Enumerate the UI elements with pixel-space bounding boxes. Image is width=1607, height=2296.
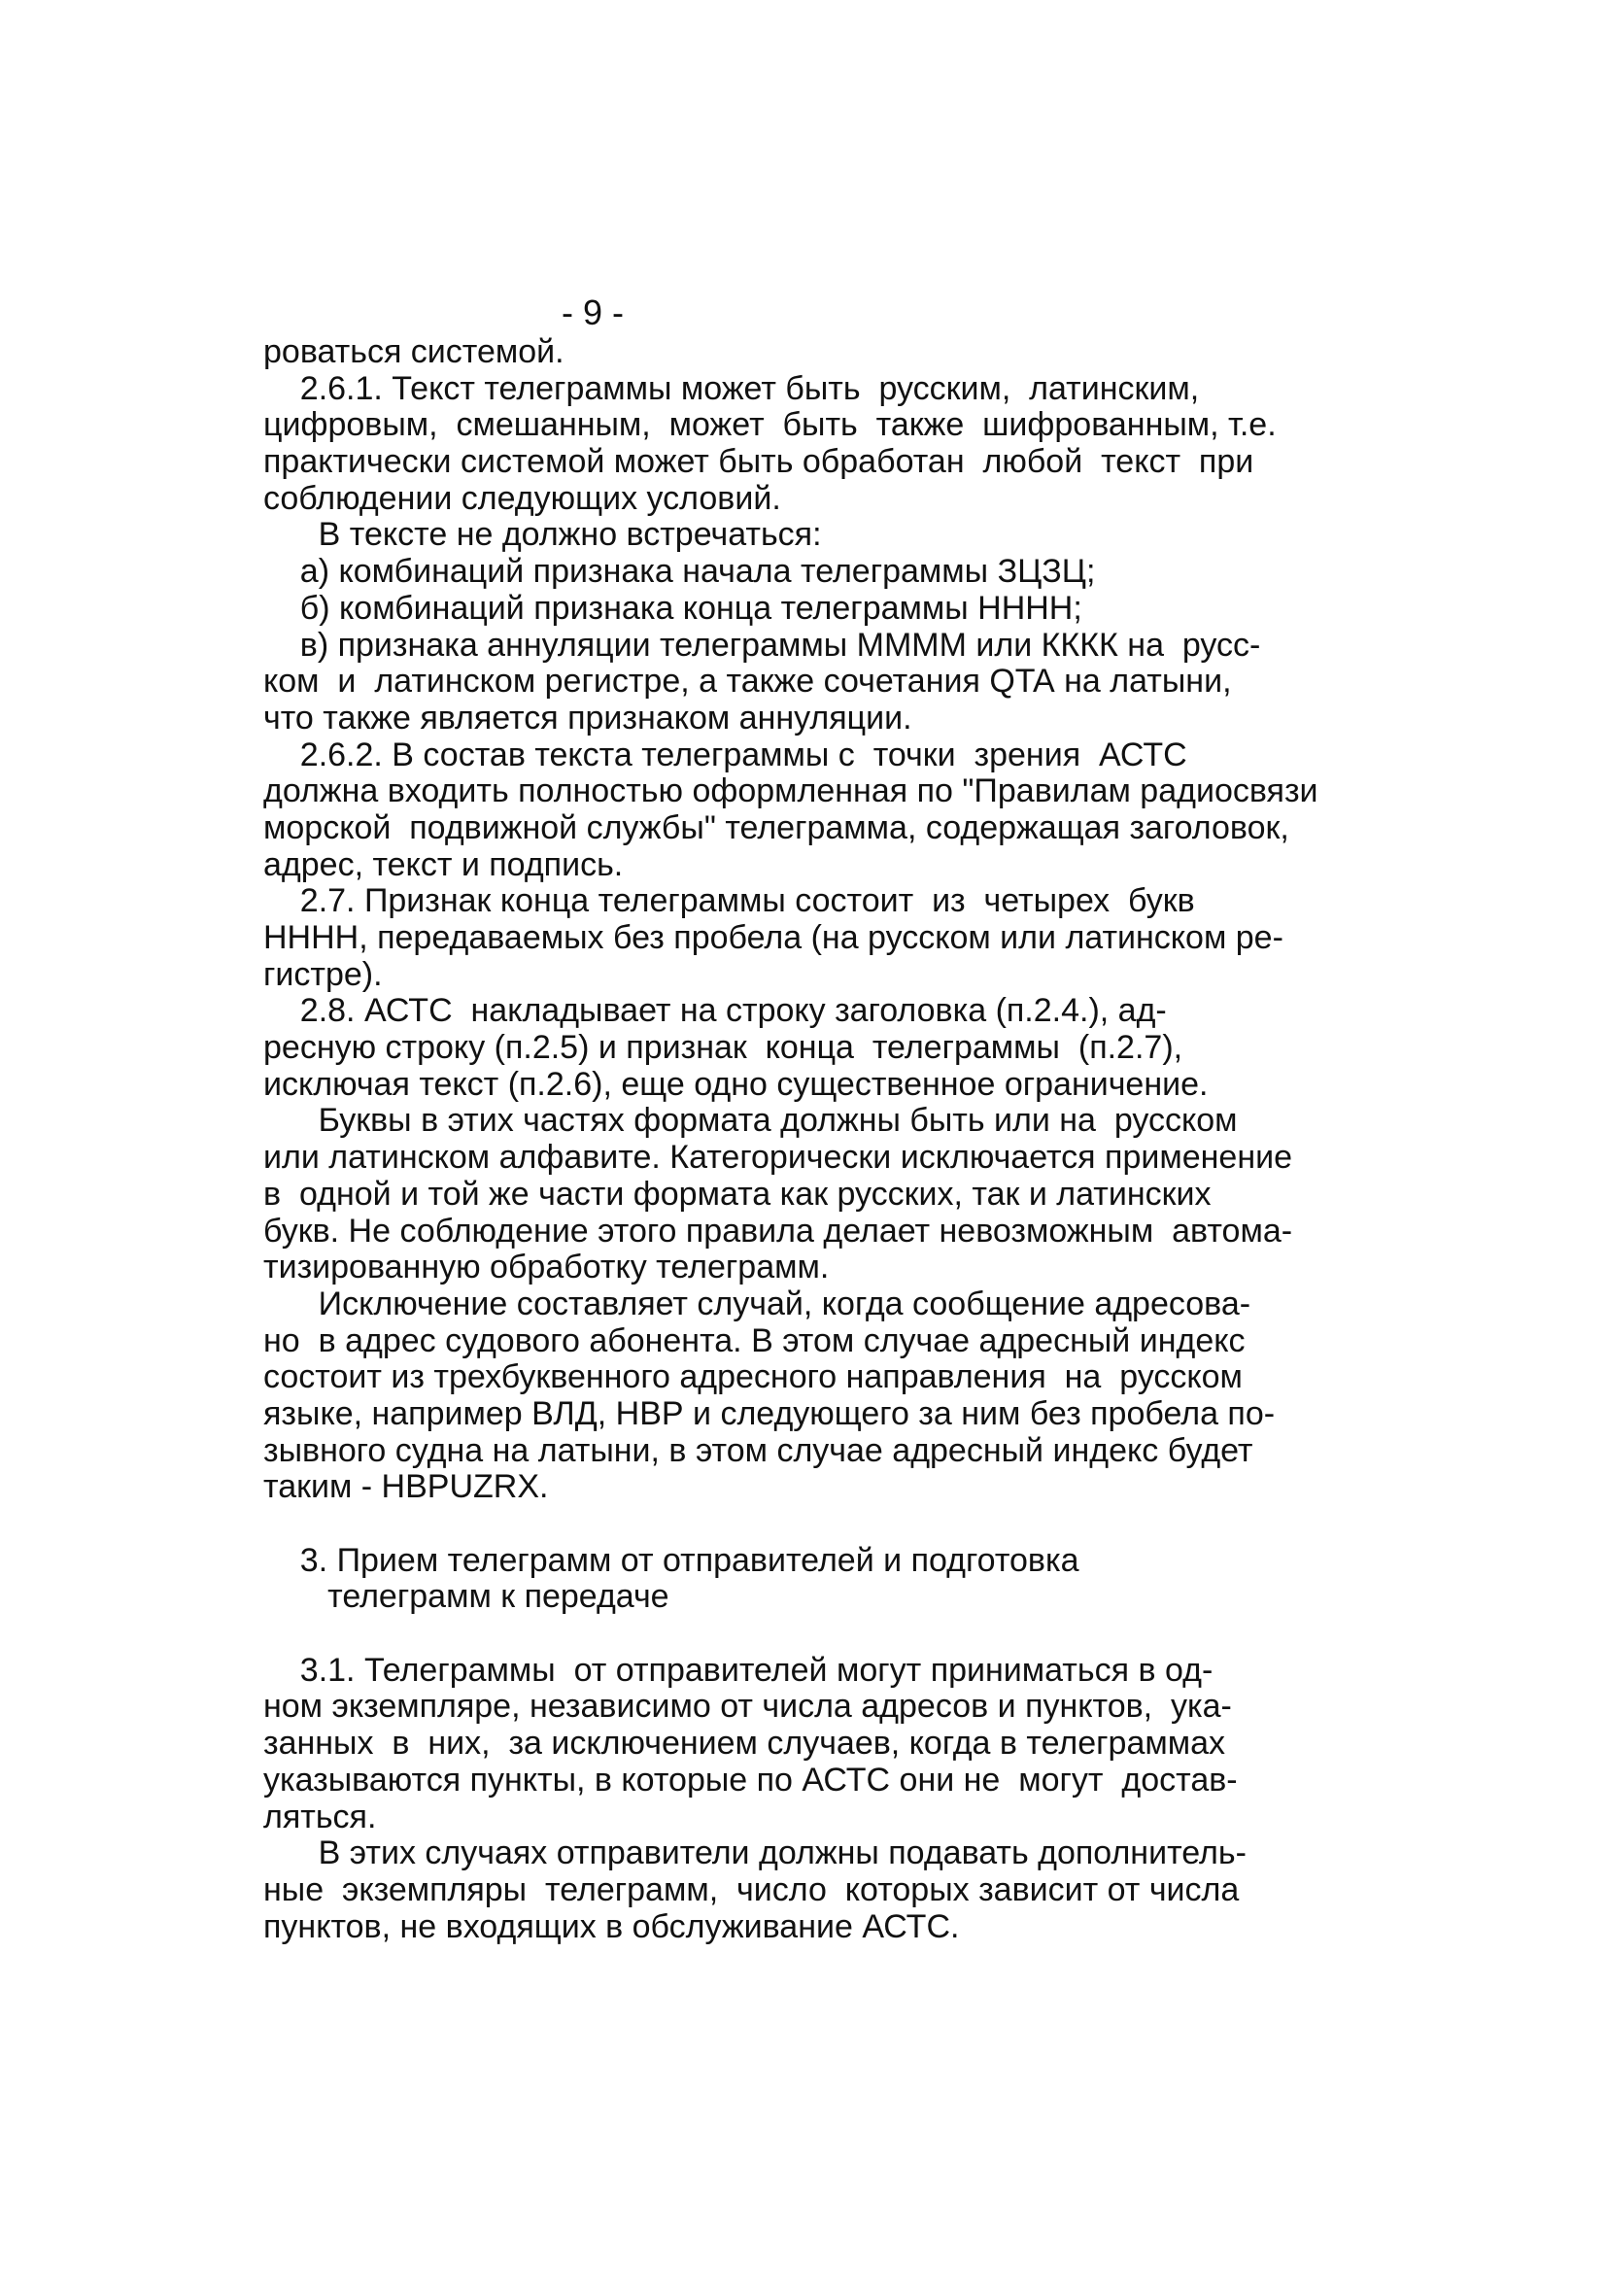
text-line: тизированную обработку телеграмм. [263,1249,830,1286]
text-line: букв. Не соблюдение этого правила делает невозможным автома- [263,1212,1293,1250]
text-line: 2.7. Признак конца телеграммы состоит из четырех букв [263,882,1195,920]
text-line: но в адрес судового абонента. В этом случае адресный индекс [263,1321,1246,1359]
text-line: а) комбинаций признака начала телеграммы ЗЦЗЦ; [263,553,1096,591]
text-line: или латинском алфавите. Категорически исключается применение [263,1139,1292,1177]
text-line: В тексте не должно встречаться: [263,516,822,554]
text-line: телеграмм к передаче [263,1578,669,1616]
text-line: практически системой может быть обработан любой текст при [263,443,1254,481]
text-line: таким - HBPUZRX. [263,1468,549,1506]
text-line: ресную строку (п.2.5) и признак конца телеграммы (п.2.7), [263,1029,1183,1067]
text-line: зывного судна на латыни, в этом случае адресный индекс будет [263,1431,1253,1469]
text-line: ком и латинском регистре, а также сочетания QTA на латыни, [263,663,1232,701]
text-line: 2.6.1. Текст телеграммы может быть русским, латинским, [263,369,1200,407]
text-line: пунктов, не входящих в обслуживание АСТС. [263,1907,960,1945]
text-line: занных в них, за исключением случаев, когда в телеграммах [263,1725,1226,1763]
text-line: 2.6.2. В состав текста телеграммы с точки зрения АСТС [263,736,1187,773]
page-number: - 9 - [562,292,625,332]
text-line: Буквы в этих частях формата должны быть или на русском [263,1102,1238,1140]
text-line: Исключение составляет случай, когда сообщение адресова- [263,1285,1251,1322]
text-line: НННН, передаваемых без пробела (на русском или латинском ре- [263,919,1283,956]
text-line: гистре). [263,955,383,993]
text-line: б) комбинаций признака конца телеграммы НННН; [263,589,1082,627]
blank-line [263,1506,1361,1543]
text-line: морской подвижной службы" телеграмма, содержащая заголовок, [263,808,1289,846]
text-line: 2.8. АСТС накладывает на строку заголовка (п.2.4.), ад- [263,992,1167,1030]
text-line: указываются пункты, в которые по АСТС они не могут достав- [263,1761,1238,1799]
text-line: 3. Прием телеграмм от отправителей и подготовка [263,1541,1079,1579]
text-line: цифровым, смешанным, может быть также шифрованным, т.е. [263,406,1277,444]
text-line: адрес, текст и подпись. [263,845,624,883]
text-line: в) признака аннуляции телеграммы ММММ или КККК на русс- [263,626,1261,664]
text-line: 3.1. Телеграммы от отправителей могут приниматься в од- [263,1651,1214,1689]
document-body [263,334,1361,1945]
text-line: языке, например ВЛД, НВР и следующего за ним без пробела по- [263,1394,1276,1432]
text-line: ляться. [263,1798,377,1835]
text-line: должна входить полностью оформленная по "Правилам радиосвязи [263,772,1318,810]
text-line: В этих случаях отправители должны подавать дополнитель- [263,1834,1247,1872]
text-line: ном экземпляре, независимо от числа адресов и пунктов, ука- [263,1688,1232,1726]
text-line: состоит из трехбуквенного адресного направления на русском [263,1358,1243,1396]
text-line: ные экземпляры телеграмм, число которых зависит от числа [263,1870,1240,1908]
text-line: исключая текст (п.2.6), еще одно существенное ограничение. [263,1065,1209,1103]
text-line: в одной и той же части формата как русских, так и латинских [263,1175,1212,1213]
text-line: роваться системой. [263,333,564,370]
blank-line [263,1616,1361,1653]
text-line: что также является признаком аннуляции. [263,699,912,737]
text-line: соблюдении следующих условий. [263,479,781,517]
